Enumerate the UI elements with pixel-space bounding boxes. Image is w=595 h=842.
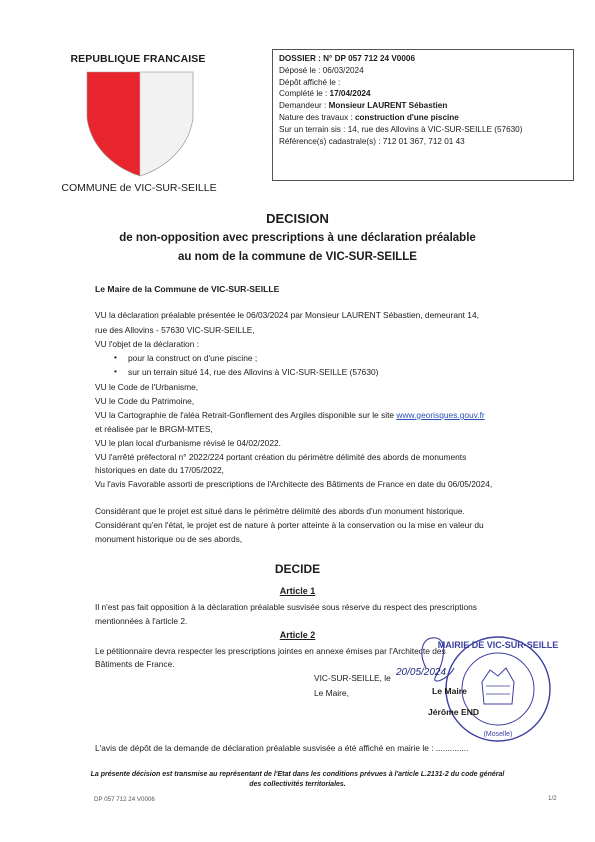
dossier-completed: Complété le : 17/04/2024: [279, 89, 371, 99]
maire-label-left: Le Maire,: [314, 688, 349, 698]
vu-code-urbanisme: VU le Code de l'Urbanisme,: [95, 382, 199, 392]
georisques-link[interactable]: www.georisques.gouv.fr: [396, 410, 485, 420]
footer-reference: DP 057 712 24 V0006: [94, 796, 155, 803]
maire-heading: Le Maire de la Commune de VIC-SUR-SEILLE: [95, 284, 280, 294]
dossier-box: [272, 49, 574, 181]
considerant-2-cont: monument historique ou de ses abords,: [95, 534, 243, 544]
legal-note-2: des collectivités territoriales.: [249, 781, 346, 788]
vu-code-patrimoine: VU le Code du Patrimoine,: [95, 396, 195, 406]
vu-arrete: VU l'arrêté préfectoral n° 2022/224 portant création du périmètre délimité des abords de monuments: [95, 452, 467, 462]
commune-shield-logo: [85, 70, 195, 178]
signature-date: 20/05/2024: [396, 667, 447, 678]
article-1-line-1: Il n'est pas fait opposition à la déclaration préalable susvisée sous réserve du respect des prescriptions: [95, 602, 477, 612]
decision-subtitle-1: de non-opposition avec prescriptions à une déclaration préalable: [119, 232, 476, 244]
dossier-deposit-date: Déposé le : 06/03/2024: [279, 65, 364, 75]
vu-declaration: VU la déclaration préalable présentée le 06/03/2024 par Monsieur LAURENT Sébastien, demeurant 14,: [95, 310, 479, 320]
affichage-note: L'avis de dépôt de la demande de déclaration préalable susvisée a été affiché en mairie le : ..............: [95, 743, 469, 753]
maire-label-right: Le Maire: [432, 686, 467, 696]
dossier-number: DOSSIER : N° DP 057 712 24 V0006: [279, 54, 416, 63]
bullet-dot: •: [114, 352, 117, 362]
vu-cartographie: VU la Cartographie de l'aléa Retrait-Gonflement des Argiles disponible sur le site www.georisques.gouv.fr: [95, 410, 485, 420]
stamp-text: MAIRIE DE VIC-SUR-SEILLE: [437, 640, 559, 650]
vu-avis-abf: Vu l'avis Favorable assorti de prescriptions de l'Architecte des Bâtiments de France en date du 06/05/2024,: [95, 479, 493, 489]
dossier-display-date: Dépôt affiché le :: [279, 77, 341, 87]
considerant-2: Considérant qu'en l'état, le projet est de nature à porter atteinte à la conservation ou la mise en valeur du: [95, 520, 484, 530]
decision-title: DECISION: [266, 211, 329, 226]
dossier-nature: Nature des travaux : construction d'une piscine: [279, 112, 459, 122]
vu-declaration-cont: rue des Allovins - 57630 VIC-SUR-SEILLE,: [95, 325, 255, 335]
article-1-title: Article 1: [279, 586, 316, 596]
bullet-dot: •: [114, 366, 117, 376]
decide-heading: DECIDE: [274, 562, 321, 576]
mayor-name: Jérôme END: [428, 707, 480, 717]
dossier-applicant: Demandeur : Monsieur LAURENT Sébastien: [279, 101, 448, 111]
page-number: 1/2: [548, 795, 557, 802]
article-2-line-2: Bâtiments de France.: [95, 659, 175, 669]
legal-note-1: La présente décision est transmise au représentant de l'Etat dans les conditions prévues à l'article L.2131-2 du code général: [90, 771, 505, 778]
vu-arrete-cont: historiques en date du 17/05/2022,: [95, 465, 224, 475]
article-2-title: Article 2: [279, 630, 316, 640]
handwritten-signature: [408, 632, 508, 692]
commune-name: COMMUNE de VIC-SUR-SEILLE: [61, 182, 217, 194]
decision-subtitle-2: au nom de la commune de VIC-SUR-SEILLE: [178, 251, 417, 263]
vu-objet: VU l'objet de la déclaration :: [95, 339, 200, 349]
article-1-line-2: mentionnées à l'article 2.: [95, 616, 188, 626]
dossier-cadastral: Référence(s) cadastrale(s) : 712 01 367, 712 01 43: [279, 136, 465, 146]
considerant-1: Considérant que le projet est situé dans le périmètre délimité des abords d'un monument historique.: [95, 506, 465, 516]
vu-plu: VU le plan local d'urbanisme révisé le 04/02/2022.: [95, 438, 281, 448]
republic-title: REPUBLIQUE FRANCAISE: [70, 53, 206, 65]
signature-place: VIC-SUR-SEILLE, le: [314, 673, 391, 683]
vu-cartographie-cont: et réalisée par le BRGM-MTES,: [95, 424, 213, 434]
objet-item-1: pour la construct on d'une piscine ;: [128, 353, 258, 363]
dossier-location: Sur un terrain sis : 14, rue des Allovins à VIC-SUR-SEILLE (57630): [279, 124, 523, 134]
article-2-line-1: Le pétitionnaire devra respecter les prescriptions jointes en annexe émises par l'Architecte des: [95, 646, 446, 656]
objet-item-2: sur un terrain situé 14, rue des Allovins à VIC-SUR-SEILLE (57630): [128, 367, 379, 377]
stamp-subtext: (Moselle): [483, 731, 513, 738]
